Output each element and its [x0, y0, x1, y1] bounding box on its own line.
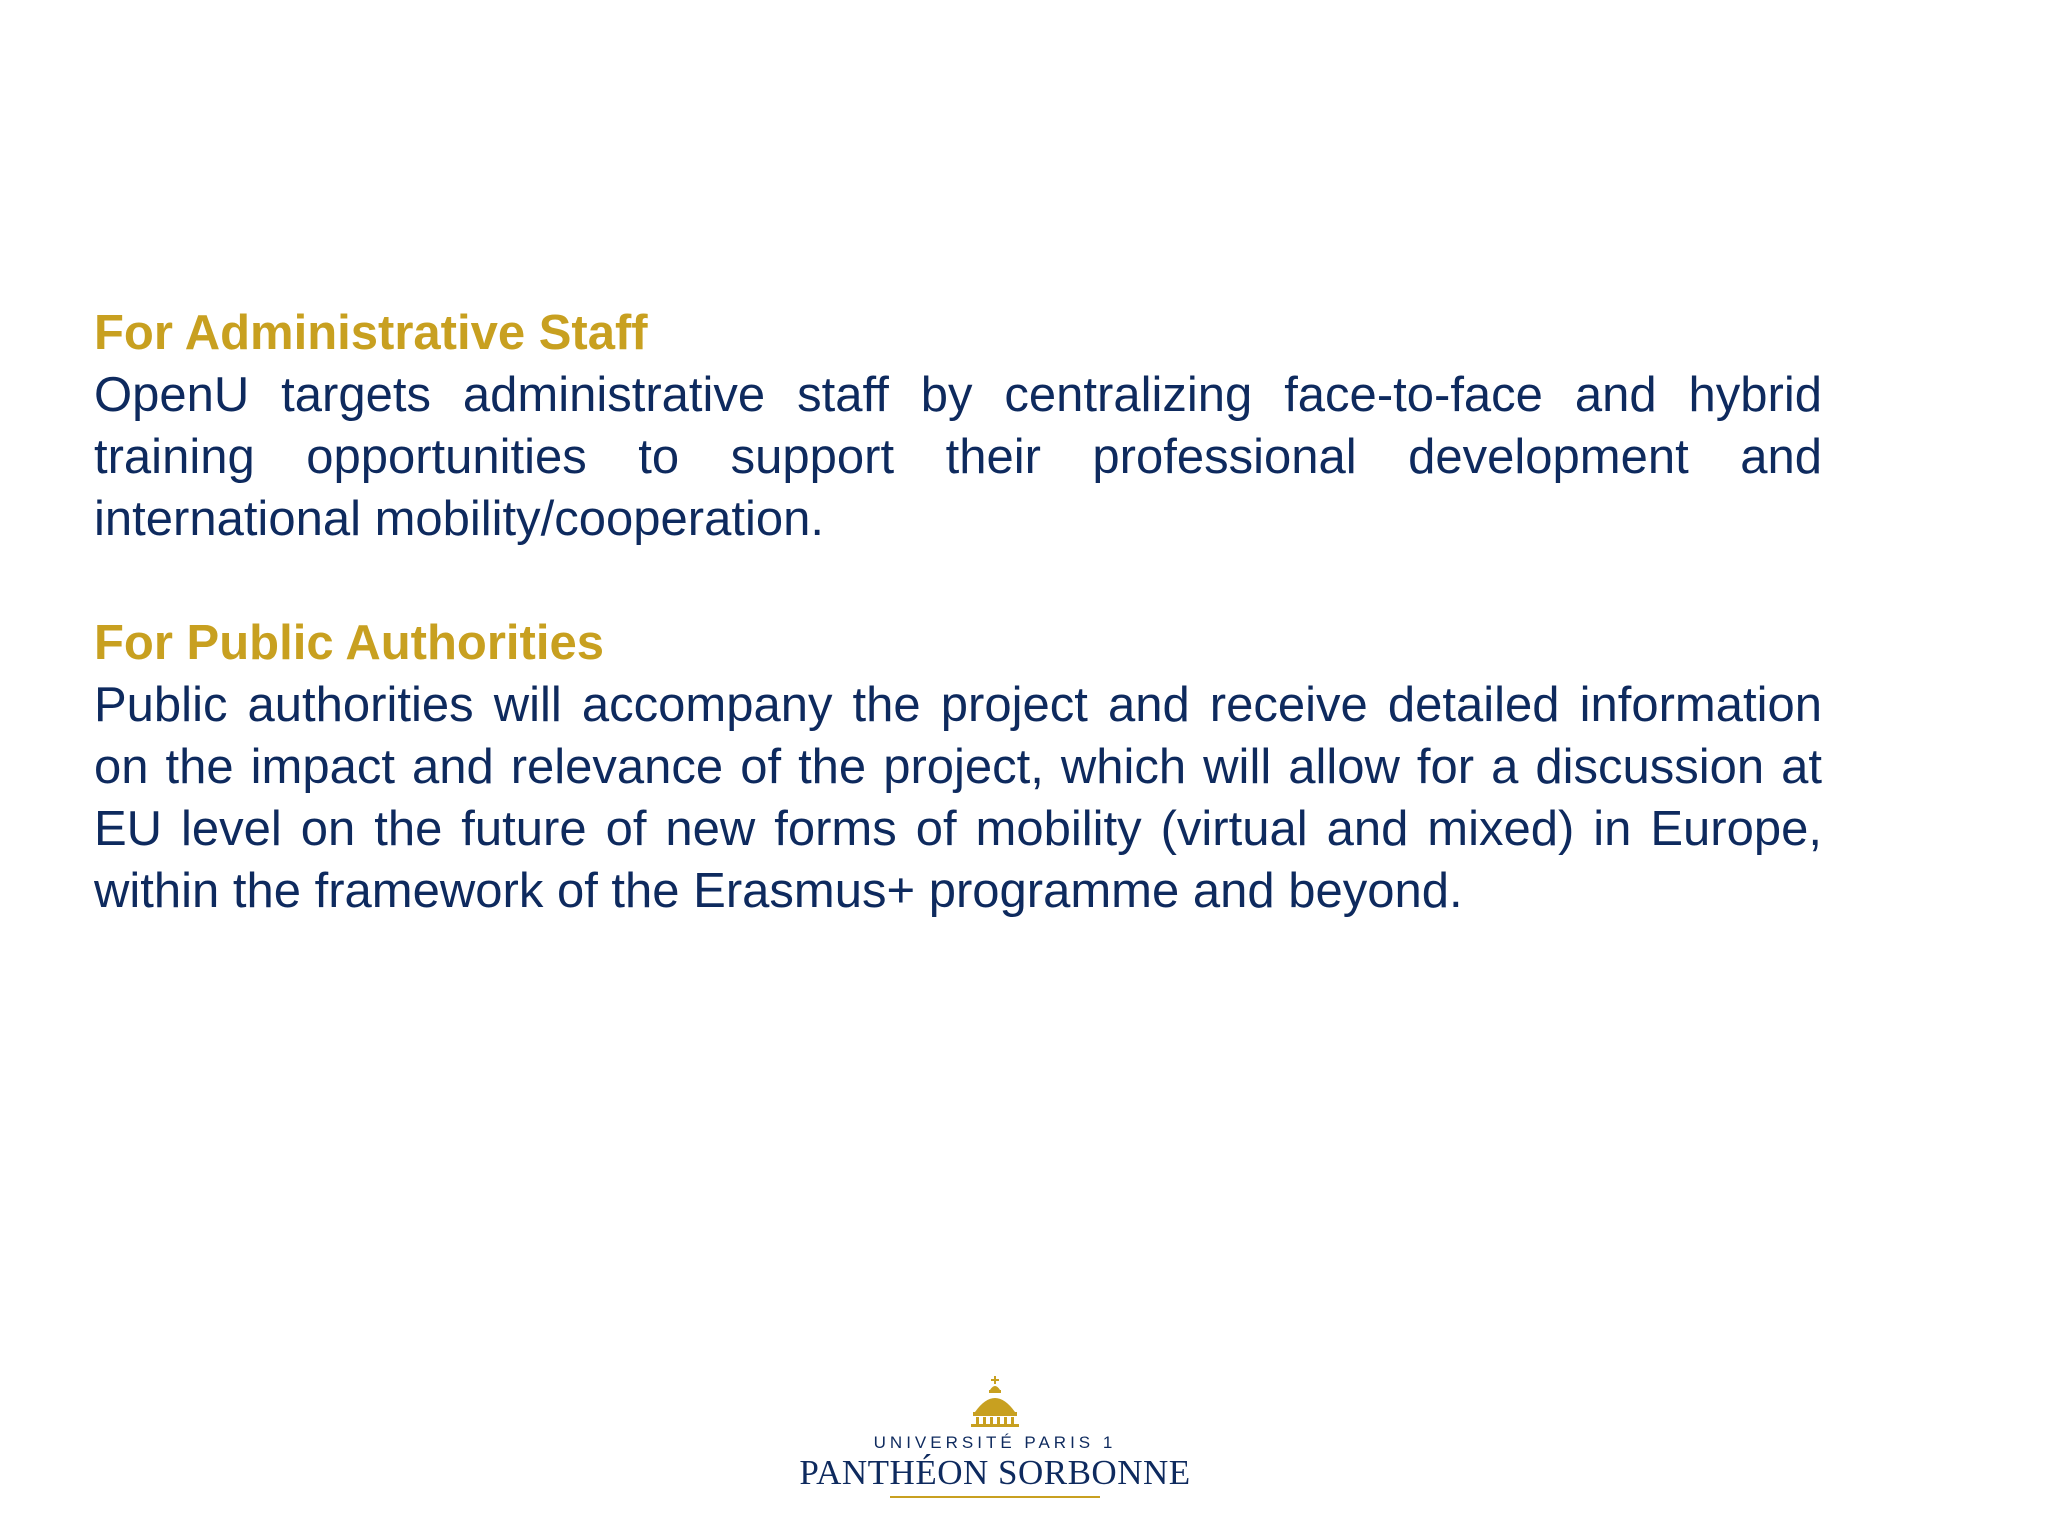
logo-name-line: PANTHÉON SORBONNE [799, 1453, 1191, 1492]
public-authorities-paragraph: Public authorities will accompany the project and receive detailed information on the impact and relevance of the project, which will allow for a discussion at EU level on the future of new forms of mobility (virtual and mixed) in Europe, within the framework of the Erasmus+ programme and beyond. [94, 678, 1822, 918]
admin-staff-paragraph: OpenU targets administrative staff by centralizing face-to-face and hybrid training opportunities to support their professional development and international mobility/cooperation. [94, 368, 1822, 546]
logo-underline [890, 1496, 1100, 1498]
university-logo [798, 1376, 1192, 1500]
pantheon-dome-icon [967, 1376, 1023, 1428]
public-authorities-heading: For Public Authorities [94, 616, 604, 670]
slide-content [94, 302, 1822, 922]
admin-staff-heading: For Administrative Staff [94, 306, 648, 360]
section-spacer [94, 550, 1822, 612]
logo-university-line: UNIVERSITÉ PARIS 1 [873, 1433, 1117, 1452]
